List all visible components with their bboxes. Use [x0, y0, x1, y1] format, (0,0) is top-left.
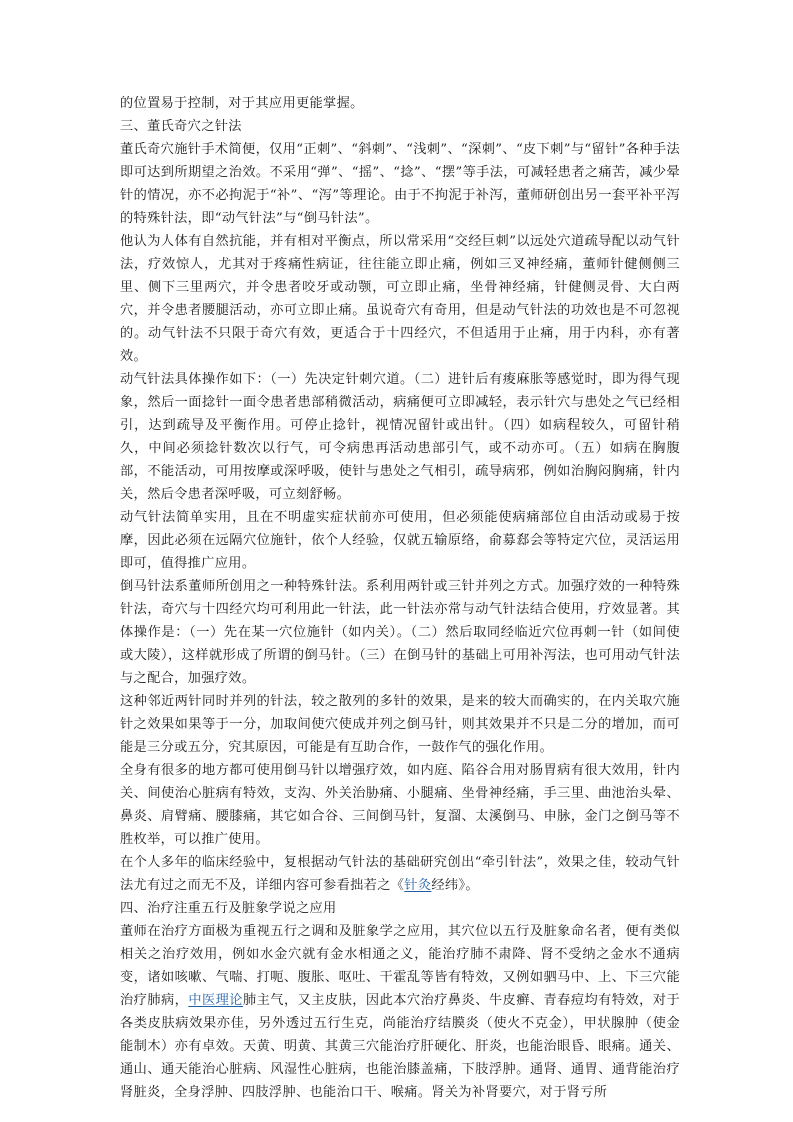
paragraph: 他认为人体有自然抗能，并有相对平衡点，所以常采用“交经巨刺”以远处穴道疏导配以动气针法，疗效惊人，尤其对于疼痛性病证，往往能立即止痛，例如三叉神经痛，董师针健侧侧三里、侧下三里两穴，并令患者咬牙或动颚，可立即止痛，坐骨神经痛，针健侧灵骨、大白两穴，并令患者腰腿活动，亦可立即止痛。虽说奇穴有奇用，但是动气针法的功效也是不可忽视的。动气针法不只限于奇穴有效，更适合于十四经穴，不但适用于止痛，用于内科，亦有著效。 [120, 234, 680, 364]
paragraph: 全身有很多的地方都可使用倒马针以增强疗效，如内庭、陷谷合用对肠胃病有很大效用，针内关、间使治心脏病有特效，支沟、外关治胁痛、小腿痛、坐骨神经痛，手三里、曲池治头晕、鼻炎、肩臂痛、腰膝痛，其它如合谷、三间倒马针，复溜、太溪倒马、申脉，金门之倒马等不胜枚举，可以推广使用。 [120, 763, 680, 847]
paragraph: 动气针法简单实用，且在不明虚实症状前亦可使用，但必须能使病痛部位自由活动或易于按摩，因此必须在远隔穴位施针，依个人经验，仅就五输原络，俞募郄会等特定穴位，灵活运用即可，值得推广应用。 [120, 510, 680, 571]
paragraph-text: 经纬》。 [431, 878, 479, 893]
section-heading-4: 四、治疗注重五行及脏象学说之应用 [120, 901, 337, 916]
paragraph: 动气针法具体操作如下：（一）先决定针刺穴道。（二）进针后有痠麻胀等感觉时，即为得气现象，然后一面捻针一面令患者患部稍微活动，病痛便可立即减轻，表示针穴与患处之气已经相引，达到疏导及平衡作用。可停止捻针，视情况留针或出针。（四）如病程较久，可留针稍久，中间必须捻针数次以行气，可令病患再活动患部引气，或不动亦可。（五）如病在胸腹部，不能活动，可用按摩或深呼吸，使针与患处之气相引，疏导病邪，例如治胸闷胸痛，针内关，然后令患者深呼吸，可立刻舒畅。 [120, 372, 680, 502]
paragraph-with-link [120, 920, 680, 1104]
zhenjiu-link[interactable]: 针灸 [404, 878, 432, 893]
section-heading-3: 三、董氏奇穴之针法 [120, 119, 242, 134]
paragraph: 董氏奇穴施针手术简便，仅用“正刺”、“斜刺”、“浅刺”、“深刺”、“皮下刺”与“留针”各种手法即可达到所期望之治效。不采用“弹”、“摇”、“捻”、“摆”等手法，可减轻患者之痛苦，减少晕针的情况，亦不必拘泥于“补”、“泻”等理论。由于不拘泥于补泻，董师研创出另一套平补平泻的特殊针法，即“动气针法”与“倒马针法”。 [120, 142, 680, 226]
paragraph-text: 肺主气，又主皮肤，因此本穴治疗鼻炎、牛皮癣、青春痘均有特效，对于各类皮肤病效果亦佳，另外透过五行生克，尚能治疗结膜炎（使火不克金），甲状腺肿（使金能制木）亦有卓效。天黄、明黄、其黄三穴能治疗肝硬化、肝炎，也能治眼昏、眼痛。通关、通山、通天能治心脏病、风湿性心脏病，也能治膝盖痛，下肢浮肿。通肾、通胃、通背能治疗肾脏炎，全身浮肿、四肢浮肿、也能治口干、喉痛。肾关为补肾要穴，对于肾亏所 [120, 993, 681, 1100]
paragraph-with-link [120, 851, 680, 897]
paragraph: 的位置易于控制，对于其应用更能掌握。 [120, 96, 364, 111]
paragraph-text: 在个人多年的临床经验中，复根据动气针法的基础研究创出“牵引针法”，效果之佳，较动气针法尤有过之而无不及，详细内容可参看拙若之《 [120, 855, 680, 893]
document-body [120, 92, 680, 1104]
paragraph-text: 董师在治疗方面极为重视五行之调和及脏象学之应用，其穴位以五行及脏象命名者，便有类似相关之治疗效用，例如水金穴就有金水相通之义，能治疗肺不肃降、肾不受纳之金水不通病变，诸如咳嗽、气喘、打呃、腹胀、呕吐、干霍乱等皆有特效，又例如驷马中、上、下三穴能治疗肺病， [120, 924, 680, 1008]
paragraph: 这种邻近两针同时并列的针法，较之散列的多针的效果，是来的较大而确实的，在内关取穴施针之效果如果等于一分，加取间使穴使成并列之倒马针，则其效果并不只是二分的增加，而可能是三分或五分，究其原因，可能是有互助合作，一鼓作气的强化作用。 [120, 694, 680, 755]
paragraph: 倒马针法系董师所创用之一种特殊针法。系利用两针或三针并列之方式。加强疗效的一种特殊针法，奇穴与十四经穴均可利用此一针法，此一针法亦常与动气针法结合使用，疗效显著。其体操作是：（一）先在某一穴位施针（如内关）。（二）然后取同经临近穴位再刺一针（如间使或大陵），这样就形成了所谓的倒马针。（三）在倒马针的基础上可用补泻法，也可用动气针法与之配合，加强疗效。 [120, 579, 680, 686]
tcm-theory-link[interactable]: 中医理论 [188, 993, 243, 1008]
